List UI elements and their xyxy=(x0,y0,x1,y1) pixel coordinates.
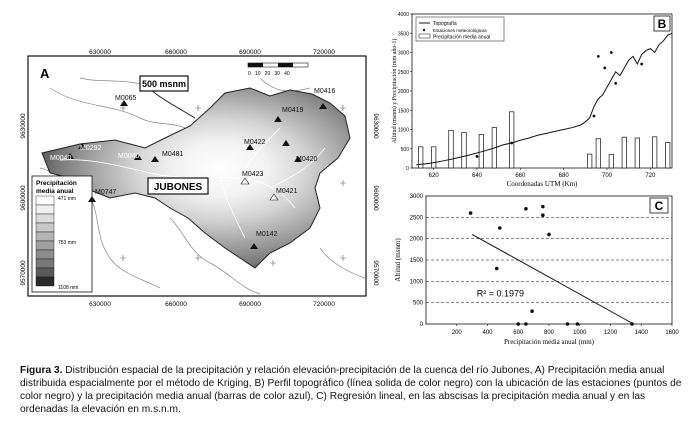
station-label: M0420 xyxy=(296,156,318,163)
precip-bar xyxy=(509,112,514,168)
map-bottom-tick: 630000 xyxy=(89,301,111,308)
scatter-point xyxy=(495,267,499,271)
station-label: M0040 xyxy=(118,153,140,160)
station-label: M0065 xyxy=(115,95,137,102)
chart-b-ytick-label: 500 xyxy=(400,146,409,153)
map-bottom-tick: 660000 xyxy=(165,301,187,308)
precip-bar xyxy=(609,155,614,168)
precip-bar xyxy=(652,137,657,168)
scatter-point xyxy=(524,322,528,326)
chart-c-xtick-label: 1200 xyxy=(603,330,618,336)
map-top-tick: 660000 xyxy=(165,49,187,56)
chart-b-legend-entry: Precipitación media anual xyxy=(433,34,491,41)
chart-c-xtick-label: 1000 xyxy=(573,330,587,336)
panel-b-profile-chart xyxy=(388,8,688,188)
chart-b-ytick-label: 4000 xyxy=(397,12,409,18)
precip-bar xyxy=(622,137,627,168)
legend-swatch xyxy=(36,214,54,223)
legend-dot-swatch xyxy=(423,29,425,31)
station-label: M0747 xyxy=(95,189,117,196)
precip-bar xyxy=(449,130,454,168)
scale-bar-label: 0 10 20 30 40 xyxy=(248,71,290,77)
chart-b-xtick-label: 620 xyxy=(428,173,439,179)
basin-label: JUBONES xyxy=(153,182,203,193)
scatter-point xyxy=(630,322,634,326)
chart-b-xtick-label: 680 xyxy=(558,173,569,179)
legend-value: 1108 mm xyxy=(58,285,79,291)
station-label: M0292 xyxy=(80,145,102,152)
panel-a-map xyxy=(20,48,390,348)
precip-bar xyxy=(431,147,436,168)
station-label: M0421 xyxy=(276,188,298,195)
map-bottom-tick: 720000 xyxy=(313,301,335,308)
station-label: M0416 xyxy=(314,88,336,95)
legend-swatch xyxy=(36,250,54,259)
chart-c-xtick-label: 200 xyxy=(451,330,462,336)
station-label: M0423 xyxy=(242,171,264,178)
chart-c-ytick-label: 1000 xyxy=(409,279,423,286)
precip-bar xyxy=(635,138,640,168)
caption-text: Distribución espacial de la precipitación y relación elevación-precipitación de la cuenca del río Jubones, A) Precipitación media anual distribuida espacialmente por el método de Kriging, B) Perfil topográfico (línea solida de color negro) con la ubicación de las estaciones (puntos de color negro) y la precipitación media anual (barras de color azul), C) Regresión lineal, en las abscisas la precipitación media anual y en las ordenadas la elevación en m.s.n.m. xyxy=(20,365,682,415)
chart-b-legend xyxy=(416,17,504,41)
station-point xyxy=(510,142,513,145)
legend-swatch xyxy=(36,241,54,250)
precip-bar xyxy=(462,133,467,168)
chart-b-ytick-label: 1000 xyxy=(397,127,409,134)
chart-c-xtick-label: 800 xyxy=(543,330,555,336)
chart-c-ytick-label: 2500 xyxy=(409,215,423,222)
legend-value: 753 mm xyxy=(58,240,77,246)
precip-bar xyxy=(665,143,670,168)
scatter-point xyxy=(516,322,520,326)
scatter-point xyxy=(524,207,528,211)
scatter-point xyxy=(566,322,570,326)
precip-bar xyxy=(596,139,601,168)
station-point xyxy=(603,67,606,70)
station-point xyxy=(640,63,643,66)
station-point xyxy=(593,115,596,118)
chart-b-ytick-label: 2000 xyxy=(397,89,409,95)
chart-b-legend-entry: Topografía xyxy=(433,21,457,27)
scatter-point xyxy=(547,233,551,237)
chart-c-xlabel: Precipitación media anual (mm) xyxy=(504,338,594,346)
map-right-tick: 9600000 xyxy=(372,185,379,211)
chart-c-ytick-label: 0 xyxy=(419,322,423,328)
station-label: M0142 xyxy=(256,231,278,238)
chart-b-xtick-label: 640 xyxy=(471,173,483,179)
scatter-point xyxy=(498,226,502,230)
chart-b-ytick-label: 1500 xyxy=(397,108,409,115)
map-left-tick: 9600000 xyxy=(20,185,27,211)
panel-b-letter: B xyxy=(657,17,667,31)
chart-b-xtick-label: 660 xyxy=(515,173,526,179)
map-right-tick: 9570000 xyxy=(372,260,379,286)
chart-b-xtick-label: 700 xyxy=(601,173,613,179)
scatter-point xyxy=(541,213,545,217)
station-label: M0072 xyxy=(74,135,96,142)
station-label: M0422 xyxy=(244,139,266,146)
figure-caption xyxy=(20,364,690,416)
legend-bar-swatch xyxy=(419,34,430,38)
chart-c-ytick-label: 1500 xyxy=(409,258,423,264)
legend-value: 471 mm xyxy=(58,196,77,202)
legend-swatch xyxy=(36,259,54,268)
station-point xyxy=(476,155,479,158)
map-right-tick: 9630000 xyxy=(372,113,379,139)
scatter-point xyxy=(576,322,580,326)
scatter-point xyxy=(530,309,534,313)
station-point xyxy=(597,55,600,58)
station-point xyxy=(614,82,617,85)
legend-swatch xyxy=(36,196,54,205)
scatter-point xyxy=(469,211,473,215)
legend-title-2: media anual xyxy=(36,188,74,195)
map-top-tick: 630000 xyxy=(89,49,111,56)
map-left-tick: 9630000 xyxy=(20,113,27,139)
chart-c-xtick-label: 600 xyxy=(513,330,524,336)
chart-b-legend-entry: Estaciones meteorológicas xyxy=(433,28,487,33)
precip-legend xyxy=(32,176,92,292)
legend-swatch xyxy=(36,268,54,277)
precip-bar xyxy=(587,154,592,168)
legend-title-1: Precipitación xyxy=(36,180,77,187)
scatter-point xyxy=(541,205,545,209)
map-bottom-tick: 690000 xyxy=(239,301,261,308)
map-top-tick: 720000 xyxy=(313,49,335,56)
chart-c-xtick-label: 1400 xyxy=(634,330,648,336)
legend-swatch xyxy=(36,205,54,214)
chart-c-xtick-label: 400 xyxy=(482,330,493,336)
legend-swatch xyxy=(36,232,54,241)
station-label: M0419 xyxy=(282,107,304,114)
legend-swatch xyxy=(36,223,54,232)
station-point xyxy=(610,51,613,54)
r-squared-annotation: R² = 0.1979 xyxy=(476,288,525,299)
station-label: M0040 xyxy=(50,155,72,162)
contour-label: 500 msnm xyxy=(141,79,187,89)
station-label: M0481 xyxy=(162,151,184,158)
chart-b-ylabel: Altitud (msnm) y Precipitación (mm año-1) xyxy=(392,38,398,144)
map-top-tick: 690000 xyxy=(239,49,261,56)
chart-c-ytick-label: 3000 xyxy=(409,194,423,200)
chart-c-xtick-label: 1600 xyxy=(665,330,679,336)
panel-a-letter: A xyxy=(40,66,50,81)
map-left-tick: 9570000 xyxy=(20,260,27,286)
chart-c-ytick-label: 500 xyxy=(412,300,423,307)
chart-c-ylabel: Altitud (msnm) xyxy=(394,238,402,282)
chart-b-ytick-label: 2500 xyxy=(397,69,409,76)
legend-swatch xyxy=(36,277,54,286)
chart-b-ytick-label: 3500 xyxy=(397,31,409,38)
chart-b-xtick-label: 720 xyxy=(645,173,656,179)
caption-label: Figura 3. xyxy=(20,365,63,376)
chart-c-ytick-label: 2000 xyxy=(409,236,423,243)
chart-b-ytick-label: 0 xyxy=(406,166,409,172)
panel-c-letter: C xyxy=(654,199,664,213)
chart-b-ytick-label: 3000 xyxy=(397,50,409,57)
chart-b-xlabel: Coordenadas UTM (Km) xyxy=(506,180,578,188)
panel-c-scatter-chart xyxy=(388,190,688,360)
